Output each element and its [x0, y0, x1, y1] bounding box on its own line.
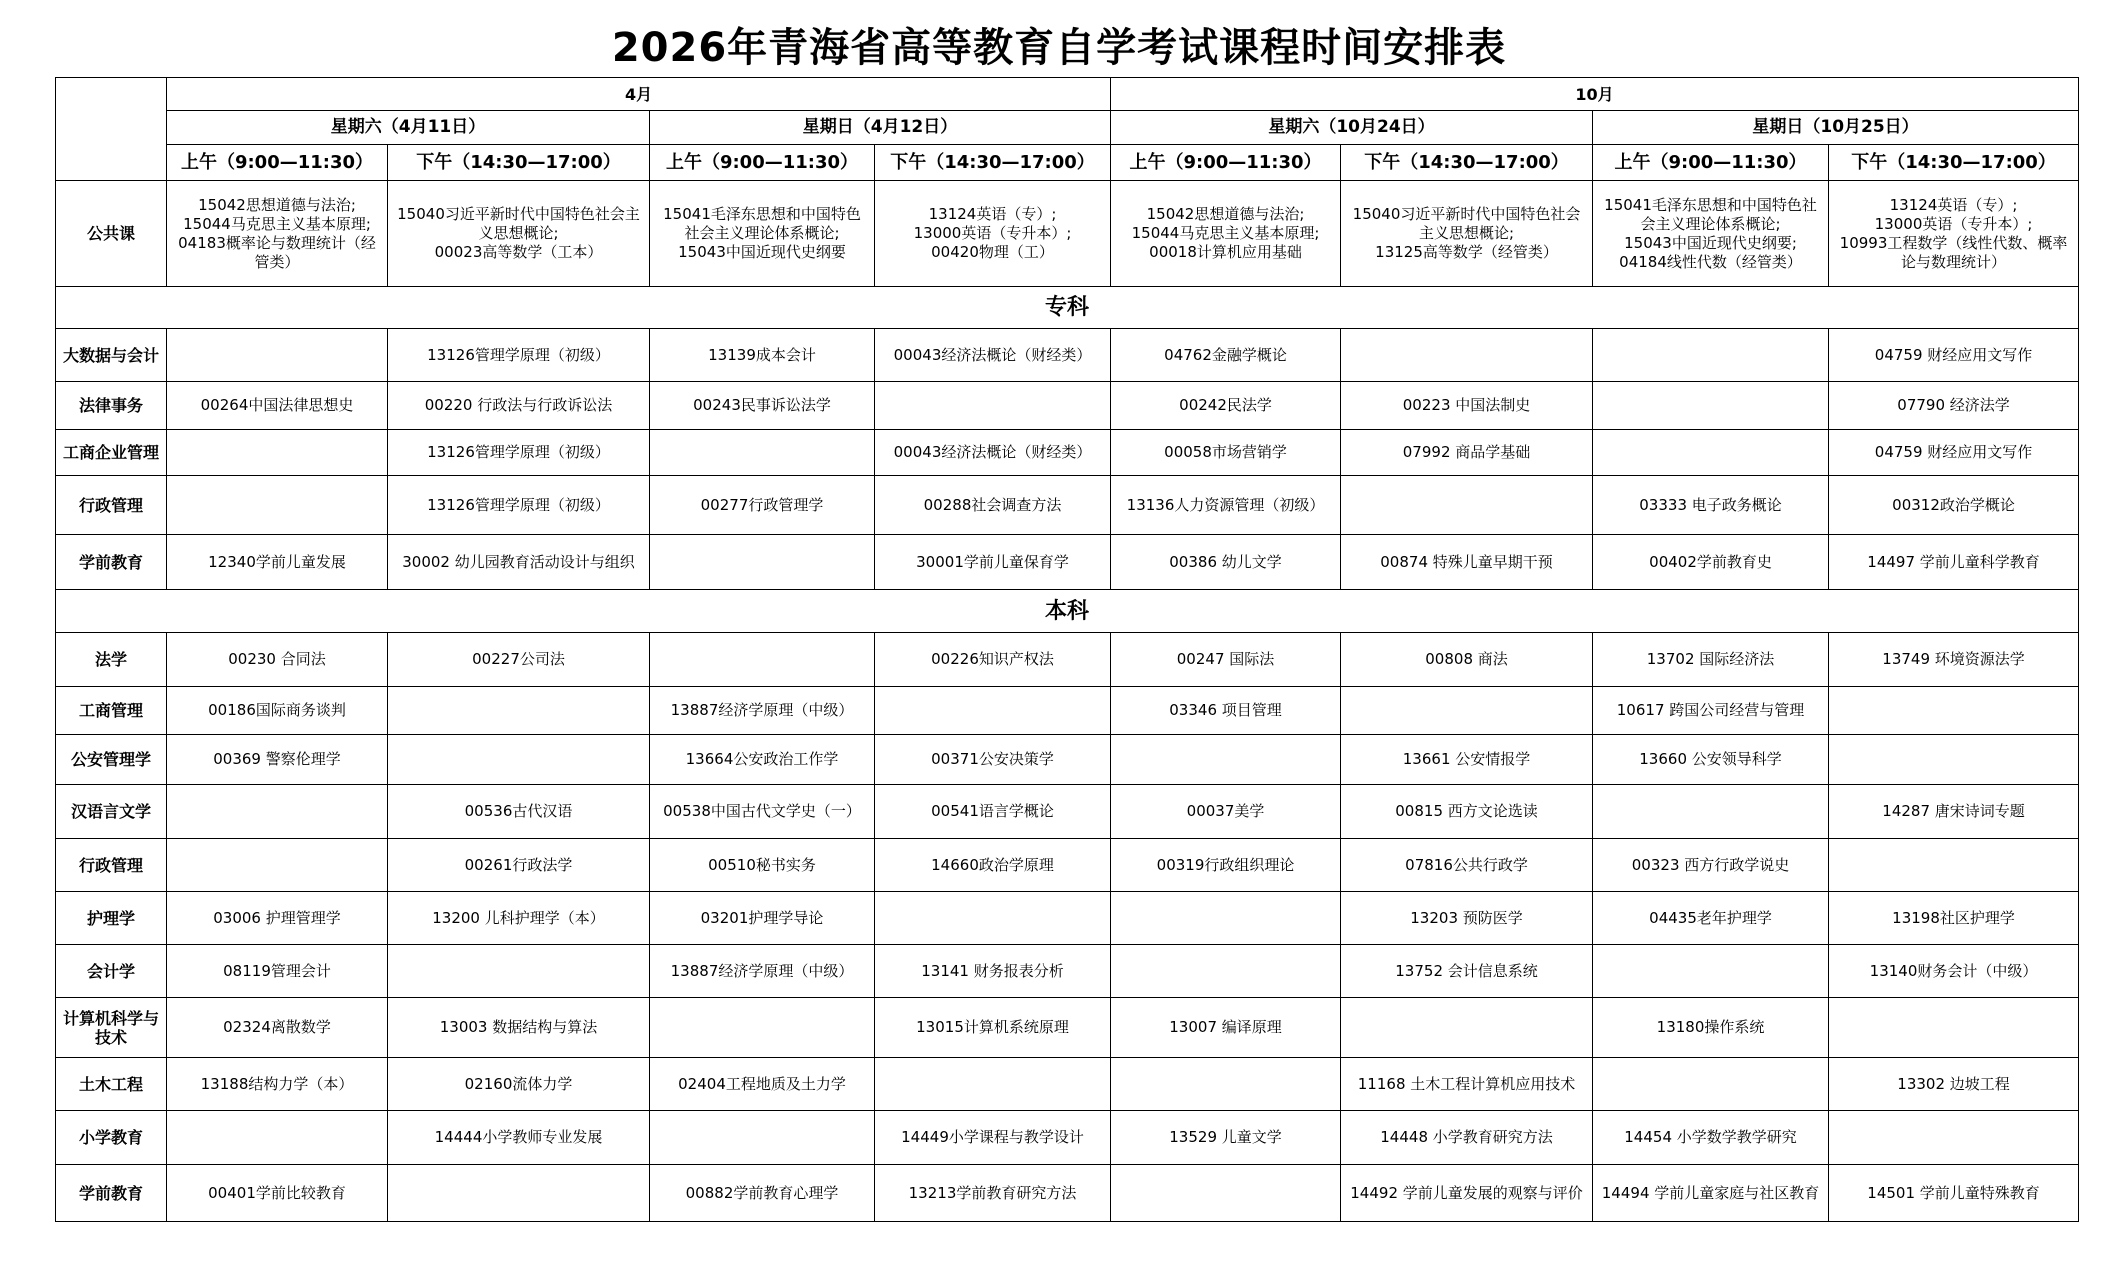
day-header-row — [56, 111, 2079, 145]
benke-major-row — [56, 998, 2079, 1058]
course-cell — [650, 430, 875, 476]
course-cell: 14454 小学数学教学研究 — [1593, 1111, 1829, 1165]
major-name: 土木工程 — [56, 1058, 167, 1111]
course-line: 13124英语（专）; — [1889, 195, 2018, 214]
course-cell: 00058市场营销学 — [1111, 430, 1341, 476]
course-cell: 00874 特殊儿童早期干预 — [1341, 535, 1593, 590]
corner-cell — [56, 78, 167, 181]
benke-major-row — [56, 633, 2079, 687]
course-cell: 03346 项目管理 — [1111, 687, 1341, 735]
course-cell: 13188结构力学（本） — [167, 1058, 388, 1111]
major-name: 工商管理 — [56, 687, 167, 735]
course-cell: 13661 公安情报学 — [1341, 735, 1593, 785]
course-cell: 02404工程地质及土力学 — [650, 1058, 875, 1111]
benke-major-row — [56, 945, 2079, 998]
course-cell — [1829, 1111, 2079, 1165]
course-cell: 14497 学前儿童科学教育 — [1829, 535, 2079, 590]
course-cell: 04435老年护理学 — [1593, 892, 1829, 945]
course-cell: 00277行政管理学 — [650, 476, 875, 535]
course-cell — [1593, 181, 1829, 287]
slot-header: 上午（9:00—11:30） — [650, 145, 875, 181]
course-line: 00023高等数学（工本） — [434, 243, 603, 261]
course-line: 15042思想道德与法治; — [1146, 205, 1305, 223]
major-name: 大数据与会计 — [56, 329, 167, 382]
slot-header: 上午（9:00—11:30） — [1111, 145, 1341, 181]
course-line: 04184线性代数（经管类） — [1619, 252, 1802, 271]
course-line: 15044马克思主义基本原理; — [183, 214, 371, 233]
course-line: 13000英语（专升本）; — [1874, 214, 2033, 233]
major-name: 会计学 — [56, 945, 167, 998]
course-line: 主义思想概论; — [1418, 224, 1515, 242]
course-line: 10993工程数学（线性代数、概率 — [1839, 233, 2068, 252]
course-cell — [167, 1111, 388, 1165]
course-cell: 03333 电子政务概论 — [1593, 476, 1829, 535]
course-cell — [1111, 892, 1341, 945]
course-cell — [875, 181, 1111, 287]
course-cell — [650, 1111, 875, 1165]
course-cell: 00510秘书实务 — [650, 839, 875, 892]
day-header: 星期六（10月24日） — [1111, 111, 1593, 145]
course-cell: 03006 护理管理学 — [167, 892, 388, 945]
course-cell: 13015计算机系统原理 — [875, 998, 1111, 1058]
course-cell: 07992 商品学基础 — [1341, 430, 1593, 476]
course-cell — [875, 382, 1111, 430]
day-header: 星期日（4月12日） — [650, 111, 1111, 145]
course-cell: 00220 行政法与行政诉讼法 — [388, 382, 650, 430]
course-cell — [1829, 839, 2079, 892]
benke-major-row — [56, 735, 2079, 785]
course-line: 04183概率论与数理统计（经 — [178, 233, 376, 252]
major-name: 计算机科学与技术 — [56, 998, 167, 1058]
course-cell — [1111, 1058, 1341, 1111]
zhuanke-major-row — [56, 329, 2079, 382]
course-cell: 13529 儿童文学 — [1111, 1111, 1341, 1165]
course-cell: 13213学前教育研究方法 — [875, 1165, 1111, 1222]
course-line: 15041毛泽东思想和中国特色社 — [1604, 195, 1817, 214]
course-cell — [1341, 329, 1593, 382]
course-cell: 14492 学前儿童发展的观察与评价 — [1341, 1165, 1593, 1222]
major-name: 法学 — [56, 633, 167, 687]
course-line: 社会主义理论体系概论; — [684, 224, 840, 242]
course-line: 15043中国近现代史纲要; — [1624, 233, 1797, 252]
major-name: 汉语言文学 — [56, 785, 167, 839]
slot-header: 下午（14:30—17:00） — [1829, 145, 2079, 181]
course-cell: 13126管理学原理（初级） — [388, 430, 650, 476]
course-cell: 00312政治学概论 — [1829, 476, 2079, 535]
course-cell — [167, 785, 388, 839]
course-cell: 07790 经济法学 — [1829, 382, 2079, 430]
zhuanke-section-row — [56, 287, 2079, 329]
course-cell: 13136人力资源管理（初级） — [1111, 476, 1341, 535]
course-line: 13124英语（专）; — [928, 205, 1057, 223]
course-line: 15040习近平新时代中国特色社会 — [1352, 205, 1581, 223]
slot-header: 上午（9:00—11:30） — [167, 145, 388, 181]
page-title: 2026年青海省高等教育自学考试课程时间安排表 — [611, 25, 1507, 71]
course-cell — [1593, 382, 1829, 430]
course-line: 论与数理统计） — [1901, 252, 2007, 271]
course-cell: 00369 警察伦理学 — [167, 735, 388, 785]
course-cell: 30002 幼儿园教育活动设计与组织 — [388, 535, 650, 590]
course-cell: 00402学前教育史 — [1593, 535, 1829, 590]
course-cell: 00186国际商务谈判 — [167, 687, 388, 735]
course-line: 会主义理论体系概论; — [1640, 214, 1781, 233]
course-cell — [650, 998, 875, 1058]
course-cell: 13702 国际经济法 — [1593, 633, 1829, 687]
course-line: 义思想概论; — [478, 224, 559, 242]
slot-header-row — [56, 145, 2079, 181]
course-cell: 00538中国古代文学史（一） — [650, 785, 875, 839]
course-cell — [1593, 785, 1829, 839]
course-cell: 00043经济法概论（财经类） — [875, 329, 1111, 382]
zhuanke-major-row — [56, 476, 2079, 535]
course-cell — [1593, 430, 1829, 476]
course-cell: 00288社会调查方法 — [875, 476, 1111, 535]
course-cell — [388, 735, 650, 785]
course-cell: 00043经济法概论（财经类） — [875, 430, 1111, 476]
month-april: 4月 — [167, 78, 1111, 111]
course-cell — [388, 1165, 650, 1222]
course-cell: 14444小学教师专业发展 — [388, 1111, 650, 1165]
course-cell: 13887经济学原理（中级） — [650, 687, 875, 735]
public-course-row — [56, 181, 2079, 287]
month-october: 10月 — [1111, 78, 2079, 111]
day-header: 星期日（10月25日） — [1593, 111, 2079, 145]
course-cell: 04759 财经应用文写作 — [1829, 430, 2079, 476]
course-cell: 13887经济学原理（中级） — [650, 945, 875, 998]
slot-header: 下午（14:30—17:00） — [875, 145, 1111, 181]
course-line: 15042思想道德与法治; — [198, 195, 356, 214]
course-line: 00420物理（工） — [931, 243, 1054, 261]
benke-section-title: 本科 — [56, 590, 2079, 633]
slot-header: 下午（14:30—17:00） — [388, 145, 650, 181]
course-cell: 13126管理学原理（初级） — [388, 329, 650, 382]
course-cell — [875, 892, 1111, 945]
course-cell — [1829, 735, 2079, 785]
course-cell — [1341, 998, 1593, 1058]
benke-major-row — [56, 785, 2079, 839]
course-cell — [1341, 476, 1593, 535]
benke-major-row — [56, 1058, 2079, 1111]
zhuanke-major-row — [56, 430, 2079, 476]
zhuanke-major-row — [56, 382, 2079, 430]
course-cell: 07816公共行政学 — [1341, 839, 1593, 892]
major-name: 行政管理 — [56, 839, 167, 892]
course-cell: 00226知识产权法 — [875, 633, 1111, 687]
course-cell: 13126管理学原理（初级） — [388, 476, 650, 535]
course-cell — [650, 181, 875, 287]
course-cell: 00247 国际法 — [1111, 633, 1341, 687]
course-line: 13125高等数学（经管类） — [1375, 243, 1558, 261]
course-cell: 03201护理学导论 — [650, 892, 875, 945]
course-cell — [875, 687, 1111, 735]
course-cell: 00243民事诉讼法学 — [650, 382, 875, 430]
course-line: 管类） — [254, 252, 300, 271]
course-cell — [1829, 998, 2079, 1058]
course-cell — [167, 329, 388, 382]
major-name: 公安管理学 — [56, 735, 167, 785]
course-cell — [1111, 1165, 1341, 1222]
course-cell: 00541语言学概论 — [875, 785, 1111, 839]
course-cell: 13203 预防医学 — [1341, 892, 1593, 945]
course-cell — [388, 945, 650, 998]
course-cell — [1341, 687, 1593, 735]
course-cell: 04762金融学概论 — [1111, 329, 1341, 382]
course-cell: 00371公安决策学 — [875, 735, 1111, 785]
course-cell: 13749 环境资源法学 — [1829, 633, 2079, 687]
day-header: 星期六（4月11日） — [167, 111, 650, 145]
course-cell: 00815 西方文论选读 — [1341, 785, 1593, 839]
major-name: 学前教育 — [56, 535, 167, 590]
major-name: 法律事务 — [56, 382, 167, 430]
course-cell — [167, 430, 388, 476]
course-line: 15040习近平新时代中国特色社会主 — [397, 205, 640, 223]
course-cell: 30001学前儿童保育学 — [875, 535, 1111, 590]
benke-major-row — [56, 1165, 2079, 1222]
course-cell: 13141 财务报表分析 — [875, 945, 1111, 998]
course-cell: 13198社区护理学 — [1829, 892, 2079, 945]
course-cell: 13200 儿科护理学（本） — [388, 892, 650, 945]
benke-major-row — [56, 687, 2079, 735]
course-cell: 13007 编译原理 — [1111, 998, 1341, 1058]
course-cell: 14287 唐宋诗词专题 — [1829, 785, 2079, 839]
major-name: 行政管理 — [56, 476, 167, 535]
slot-header: 下午（14:30—17:00） — [1341, 145, 1593, 181]
course-cell: 00882学前教育心理学 — [650, 1165, 875, 1222]
course-cell — [1111, 181, 1341, 287]
course-cell: 00264中国法律思想史 — [167, 382, 388, 430]
course-cell: 10617 跨国公司经营与管理 — [1593, 687, 1829, 735]
course-cell: 12340学前儿童发展 — [167, 535, 388, 590]
course-cell: 13664公安政治工作学 — [650, 735, 875, 785]
course-cell: 14449小学课程与教学设计 — [875, 1111, 1111, 1165]
zhuanke-section-title: 专科 — [56, 287, 2079, 329]
course-cell: 02324离散数学 — [167, 998, 388, 1058]
course-cell: 14660政治学原理 — [875, 839, 1111, 892]
course-cell: 02160流体力学 — [388, 1058, 650, 1111]
course-cell: 00230 合同法 — [167, 633, 388, 687]
course-cell: 08119管理会计 — [167, 945, 388, 998]
course-cell — [167, 476, 388, 535]
benke-major-row — [56, 839, 2079, 892]
month-header-row — [56, 78, 2079, 111]
course-cell — [1829, 181, 2079, 287]
slot-header: 上午（9:00—11:30） — [1593, 145, 1829, 181]
course-cell: 00386 幼儿文学 — [1111, 535, 1341, 590]
course-cell: 00037美学 — [1111, 785, 1341, 839]
major-name: 学前教育 — [56, 1165, 167, 1222]
course-cell — [167, 839, 388, 892]
benke-section-row — [56, 590, 2079, 633]
course-cell: 04759 财经应用文写作 — [1829, 329, 2079, 382]
course-cell — [388, 687, 650, 735]
course-cell — [650, 633, 875, 687]
course-cell — [167, 181, 388, 287]
course-cell: 00227公司法 — [388, 633, 650, 687]
benke-major-row — [56, 892, 2079, 945]
benke-major-row — [56, 1111, 2079, 1165]
course-cell: 00536古代汉语 — [388, 785, 650, 839]
course-line: 15043中国近现代史纲要 — [678, 243, 846, 261]
course-cell: 13660 公安领导科学 — [1593, 735, 1829, 785]
major-name: 小学教育 — [56, 1111, 167, 1165]
major-name: 护理学 — [56, 892, 167, 945]
course-cell — [1341, 181, 1593, 287]
exam-schedule-table — [55, 77, 2079, 1222]
course-cell: 13180操作系统 — [1593, 998, 1829, 1058]
course-cell: 14448 小学教育研究方法 — [1341, 1111, 1593, 1165]
course-cell: 13302 边坡工程 — [1829, 1058, 2079, 1111]
course-cell — [875, 1058, 1111, 1111]
course-cell: 00319行政组织理论 — [1111, 839, 1341, 892]
course-cell: 13752 会计信息系统 — [1341, 945, 1593, 998]
course-cell: 13140财务会计（中级） — [1829, 945, 2079, 998]
course-cell: 00223 中国法制史 — [1341, 382, 1593, 430]
course-cell: 00401学前比较教育 — [167, 1165, 388, 1222]
course-line: 00018计算机应用基础 — [1149, 243, 1302, 261]
major-name: 工商企业管理 — [56, 430, 167, 476]
course-cell — [1593, 329, 1829, 382]
course-line: 15041毛泽东思想和中国特色 — [663, 205, 861, 223]
course-cell: 11168 土木工程计算机应用技术 — [1341, 1058, 1593, 1111]
zhuanke-major-row — [56, 535, 2079, 590]
course-cell: 13003 数据结构与算法 — [388, 998, 650, 1058]
course-cell: 14501 学前儿童特殊教育 — [1829, 1165, 2079, 1222]
course-cell: 00323 西方行政学说史 — [1593, 839, 1829, 892]
course-cell — [1829, 687, 2079, 735]
course-cell: 00242民法学 — [1111, 382, 1341, 430]
course-cell — [1111, 945, 1341, 998]
course-cell: 00261行政法学 — [388, 839, 650, 892]
course-line: 15044马克思主义基本原理; — [1131, 224, 1320, 242]
row-label: 公共课 — [56, 181, 167, 287]
course-cell: 00808 商法 — [1341, 633, 1593, 687]
course-line: 13000英语（专升本）; — [913, 224, 1072, 242]
course-cell — [650, 535, 875, 590]
course-cell: 13139成本会计 — [650, 329, 875, 382]
course-cell — [388, 181, 650, 287]
course-cell — [1593, 945, 1829, 998]
course-cell — [1593, 1058, 1829, 1111]
course-cell: 14494 学前儿童家庭与社区教育 — [1593, 1165, 1829, 1222]
course-cell — [1111, 735, 1341, 785]
